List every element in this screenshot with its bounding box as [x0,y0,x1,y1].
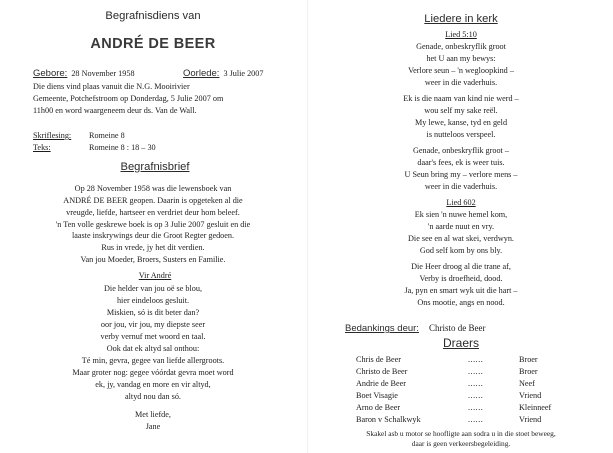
hymn-line: Ons mootie, angs en nood. [417,298,505,307]
poem-title: Vir André [138,271,172,280]
hymn-line: Verby is droefheid, dood. [419,274,503,283]
pallbearer-dots: ...... [468,415,484,424]
hymn-line: God self kom by ons bly. [419,246,503,255]
pallbearer-relation: Vriend [519,415,542,424]
poem-line: Maar groter nog: gegee vóórdat gevra moet word [72,368,234,377]
service-title: Begrafnisdiens van [105,10,201,22]
letter-line: laaste inskrywings deur die Groot Regter gedoen. [71,231,235,240]
thanks-row [345,318,485,336]
letter-line: 'n Ten volle geskrewe boek is op 3 Julie 2007 gesluit en die [55,220,251,229]
died-row [183,63,263,81]
letter-line: Rus in vrede, jy het dit verdien. [101,243,205,252]
born-date: 28 November 1958 [71,69,135,78]
thanks-label: Bedankings deur: [345,323,419,334]
pallbearer-name: Chris de Beer [356,355,402,364]
pallbearer-dots: ...... [468,367,484,376]
hymn-line: Ja, pyn en smart wyk uit die hart – [404,286,518,295]
letter-line: Op 28 November 1958 was die lewensboek van [74,184,232,193]
letter-line: vreugde, liefde, hartseer en verdriet deur hom beleef. [66,208,240,217]
letter-line: Van jou Moeder, Broers, Susters en Familie. [80,255,226,264]
footnote-line: Skakel asb u motor se hoofligte aan sodra u in die stoet beweeg, [366,429,556,438]
pallbearer-relation: Vriend [519,391,542,400]
service-text-1: Die diens vind plaas vanuit die N.G. Mooirivier [33,82,190,91]
poem-line: verby vernuf met woord en taal. [100,332,206,341]
hymn-line: Die Heer droog al die trane af, [411,262,511,271]
thanks-value: Christo de Beer [428,323,486,333]
right-panel [312,0,610,453]
text-row [33,137,156,155]
service-text-2: Gemeente, Potchefstroom op Donderdag, 5 Julie 2007 om [33,94,224,103]
reading-label: Skriflesing: [33,131,72,140]
pallbearer-relation: Kleinneef [519,403,552,412]
hymn-line: Ek sien 'n nuwe hemel kom, [414,210,508,219]
died-label: Oorlede: [183,68,220,79]
pallbearer-relation: Broer [519,355,538,364]
reading-value: Romeine 8 [89,131,125,140]
pallbearer-dots: ...... [468,355,484,364]
hymn-line: daar's fees, ek is weer tuis. [417,158,505,167]
poem-line: Té min, gevra, gegee van liefde allergroots. [81,356,225,365]
text-label: Teks: [33,143,51,152]
poem-line: ek, jy, vandag en more en vir altyd, [95,380,211,389]
service-text-3: 11h00 en word waargeneem deur ds. Van de Wall. [33,106,197,115]
pallbearer-dots: ...... [468,379,484,388]
poem-line: oor jou, vir jou, my diepste seer [100,320,206,329]
dates-row [33,63,135,81]
poem-line: Die helder van jou oë se blou, [104,284,202,293]
hymn-line: weer in die vaderhuis. [424,182,498,191]
deceased-name: ANDRÉ DE BEER [90,36,216,52]
poem-line: altyd nou dan só. [125,392,181,401]
poem-line: Ook dat ek altyd sal onthou: [106,344,200,353]
page-fold [307,0,308,453]
hymn-line: U Seun bring my – verlore mens – [404,170,518,179]
pallbearer-name: Andrie de Beer [356,379,407,388]
letter-line: ANDRÉ DE BEER geopen. Daarin is opgeteken al die [63,196,243,205]
pallbearer-name: Baron v Schalkwyk [356,415,421,424]
hymn-line: wou self my sake reël. [424,106,498,115]
hymn-line: Verlore seun – 'n wegloopkind – [408,66,514,75]
pallbearer-dots: ...... [468,391,484,400]
footnote-line: daar is geen verkeersbegeleiding. [411,439,511,448]
closing: Met liefde, [135,410,171,419]
poem-line: hier eindeloos gesluit. [116,296,190,305]
pallbearer-relation: Broer [519,367,538,376]
born-label: Gebore: [33,68,68,79]
died-date: 3 Julie 2007 [223,69,264,78]
pallbearer-name: Arno de Beer [356,403,401,412]
hymn2-title: Lied 602 [446,198,476,207]
pallbearer-dots: ...... [468,403,484,412]
text-value: Romeine 8 : 18 – 30 [89,143,156,152]
hymn-line: 'n aarde nuut en vry. [427,222,495,231]
poem-line: Miskien, só is dit beter dan? [106,308,200,317]
hymn-line: weer in die vaderhuis. [424,78,498,87]
hymn-line: Genade, onbeskryflik groot [416,42,506,51]
left-panel [4,0,302,453]
pallbearers-heading: Draers [442,336,479,350]
hymn-line: Ek is die naam van kind nie werd – [403,94,519,103]
signature: Jane [145,422,161,431]
hymn-line: Genade, onbeskryflik groot – [413,146,509,155]
pallbearer-name: Christo de Beer [356,367,408,376]
hymn-line: Die see en al wat skei, verdwyn. [408,234,514,243]
hymn-line: het U aan my bewys: [426,54,496,63]
hymn1-title: Lied 5:10 [445,30,477,39]
letter-heading: Begrafnisbrief [120,161,190,173]
hymn-line: is nutteloos verspeel. [426,130,496,139]
pallbearer-relation: Neef [519,379,535,388]
hymn-line: My lewe, kanse, tyd en geld [414,118,508,127]
hymns-heading: Liedere in kerk [424,13,498,25]
pallbearer-name: Boet Visagie [356,391,398,400]
